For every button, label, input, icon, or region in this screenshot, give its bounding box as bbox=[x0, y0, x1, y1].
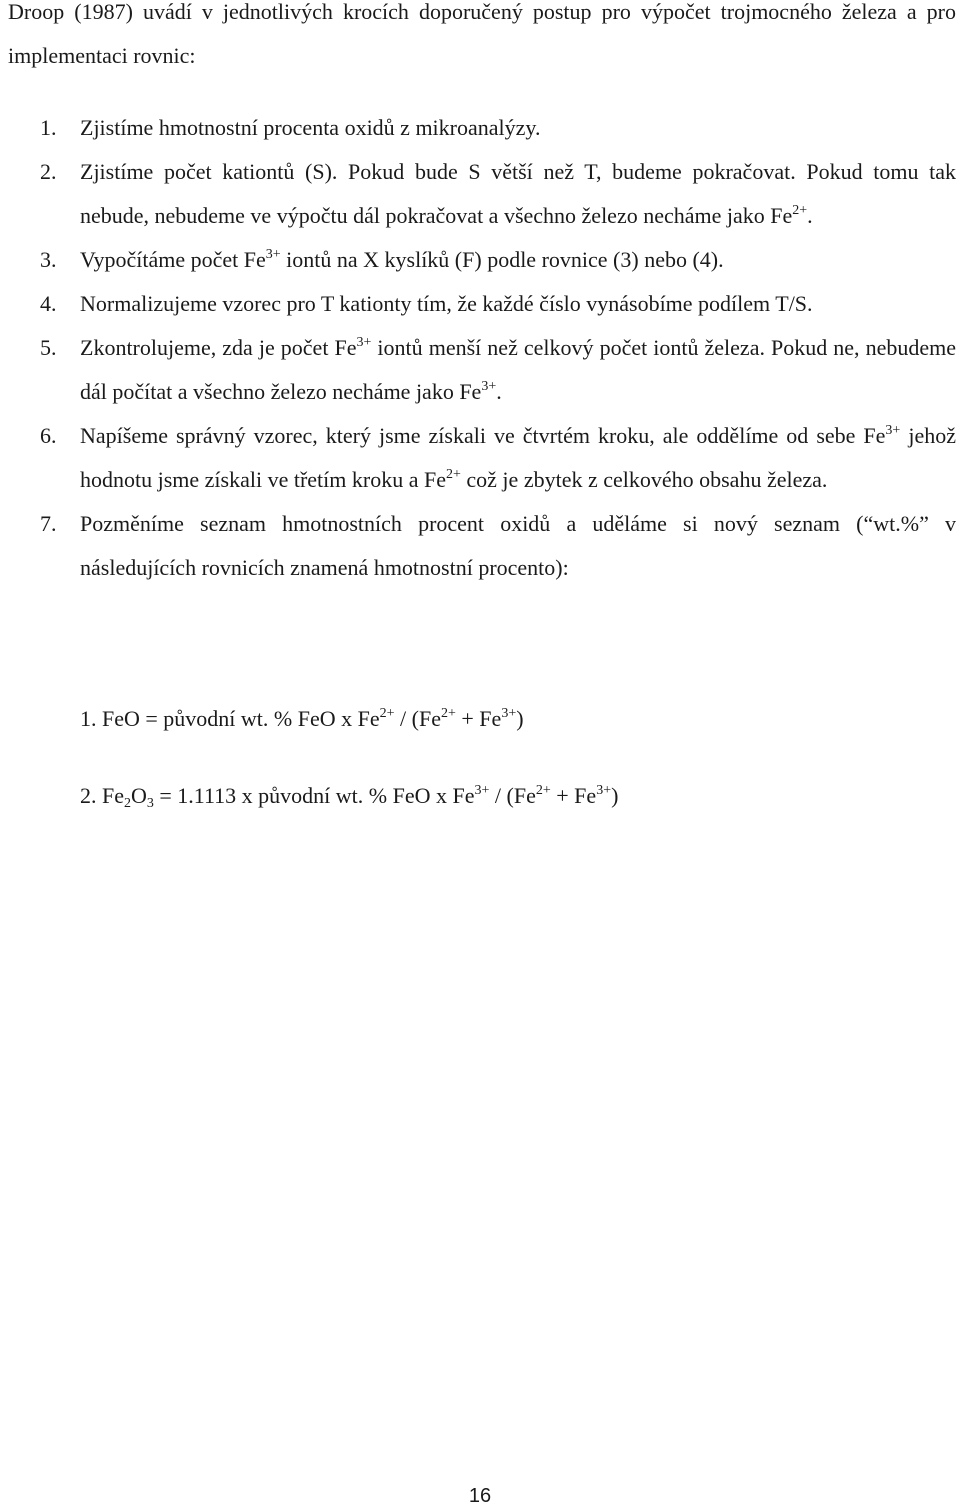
equation-text: = 1.1113 x původní wt. % FeO x Fe bbox=[153, 783, 475, 808]
intro-text: Droop (1987) uvádí v jednotlivých krocích doporučený postup pro výpočet trojmocného železa a pro implementaci rovnic: bbox=[8, 0, 956, 68]
step-number: 7. bbox=[40, 511, 57, 536]
equation-text: O bbox=[131, 783, 147, 808]
equation-text: / (Fe bbox=[394, 706, 441, 731]
step-text: . bbox=[807, 203, 813, 228]
equation-text: / (Fe bbox=[489, 783, 536, 808]
ion-charge: 2+ bbox=[379, 706, 395, 721]
ion-charge: 3+ bbox=[481, 379, 497, 394]
ion-charge: 3+ bbox=[356, 335, 372, 350]
step-text: . bbox=[496, 379, 502, 404]
step-text: Pozměníme seznam hmotnostních procent oxidů a uděláme si nový seznam (“wt.%” v následujících rovnicích znamená hmotnostní procento): bbox=[80, 511, 956, 580]
steps-list bbox=[40, 106, 956, 590]
step-number: 5. bbox=[40, 335, 57, 360]
equation-text: 2. Fe bbox=[80, 783, 124, 808]
step-text: což je zbytek z celkového obsahu železa. bbox=[460, 467, 828, 492]
step-1 bbox=[40, 106, 956, 150]
step-text: iontů menší než celkový počet iontů železa. Pokud ne, nebudeme dál počítat a všechno železo necháme jako Fe bbox=[80, 335, 957, 404]
ion-charge: 2+ bbox=[440, 706, 456, 721]
step-number: 4. bbox=[40, 291, 57, 316]
step-number: 1. bbox=[40, 115, 57, 140]
step-text: iontů na X kyslíků (F) podle rovnice (3) nebo (4). bbox=[280, 247, 724, 272]
equation-text: ) bbox=[611, 783, 619, 808]
ion-charge: 2+ bbox=[535, 783, 551, 798]
step-3 bbox=[40, 238, 956, 282]
page-number: 16 bbox=[468, 1485, 492, 1507]
equation-text: ) bbox=[516, 706, 524, 731]
step-text: Zkontrolujeme, zda je počet Fe bbox=[80, 335, 357, 360]
step-2 bbox=[40, 150, 956, 238]
ion-charge: 3+ bbox=[474, 783, 490, 798]
ion-charge: 2+ bbox=[446, 467, 461, 482]
equation-feo bbox=[80, 704, 524, 734]
equation-text: + Fe bbox=[455, 706, 502, 731]
step-text: Napíšeme správný vzorec, který jsme získali ve čtvrtém kroku, ale oddělíme od sebe Fe bbox=[80, 423, 886, 448]
step-number: 2. bbox=[40, 159, 57, 184]
step-number: 3. bbox=[40, 247, 57, 272]
step-6 bbox=[40, 414, 956, 502]
step-4 bbox=[40, 282, 956, 326]
ion-charge: 3+ bbox=[596, 783, 612, 798]
step-text: Zjistíme počet kationtů (S). Pokud bude S větší než T, budeme pokračovat. Pokud tomu tak nebude, nebudeme ve výpočtu dál pokračovat a všechno železo necháme jako Fe bbox=[80, 159, 956, 228]
ion-charge: 3+ bbox=[885, 423, 901, 438]
intro-paragraph bbox=[8, 0, 956, 78]
step-7 bbox=[40, 502, 956, 590]
subscript: 2 bbox=[124, 796, 131, 811]
equation-fe2o3 bbox=[80, 781, 618, 811]
equation-text: 1. FeO = původní wt. % FeO x Fe bbox=[80, 706, 380, 731]
ion-charge: 3+ bbox=[501, 706, 517, 721]
step-text: Normalizujeme vzorec pro T kationty tím, že každé číslo vynásobíme podílem T/S. bbox=[80, 291, 813, 316]
equation-text: + Fe bbox=[550, 783, 597, 808]
step-number: 6. bbox=[40, 423, 57, 448]
subscript: 3 bbox=[146, 796, 154, 811]
ion-charge: 3+ bbox=[265, 247, 281, 262]
step-5 bbox=[40, 326, 956, 414]
ion-charge: 2+ bbox=[792, 203, 808, 218]
step-text: Vypočítáme počet Fe bbox=[80, 247, 266, 272]
step-text: Zjistíme hmotnostní procenta oxidů z mikroanalýzy. bbox=[80, 115, 541, 140]
step-text: jehož hodnotu jsme získali ve třetím kroku a Fe bbox=[80, 423, 956, 492]
